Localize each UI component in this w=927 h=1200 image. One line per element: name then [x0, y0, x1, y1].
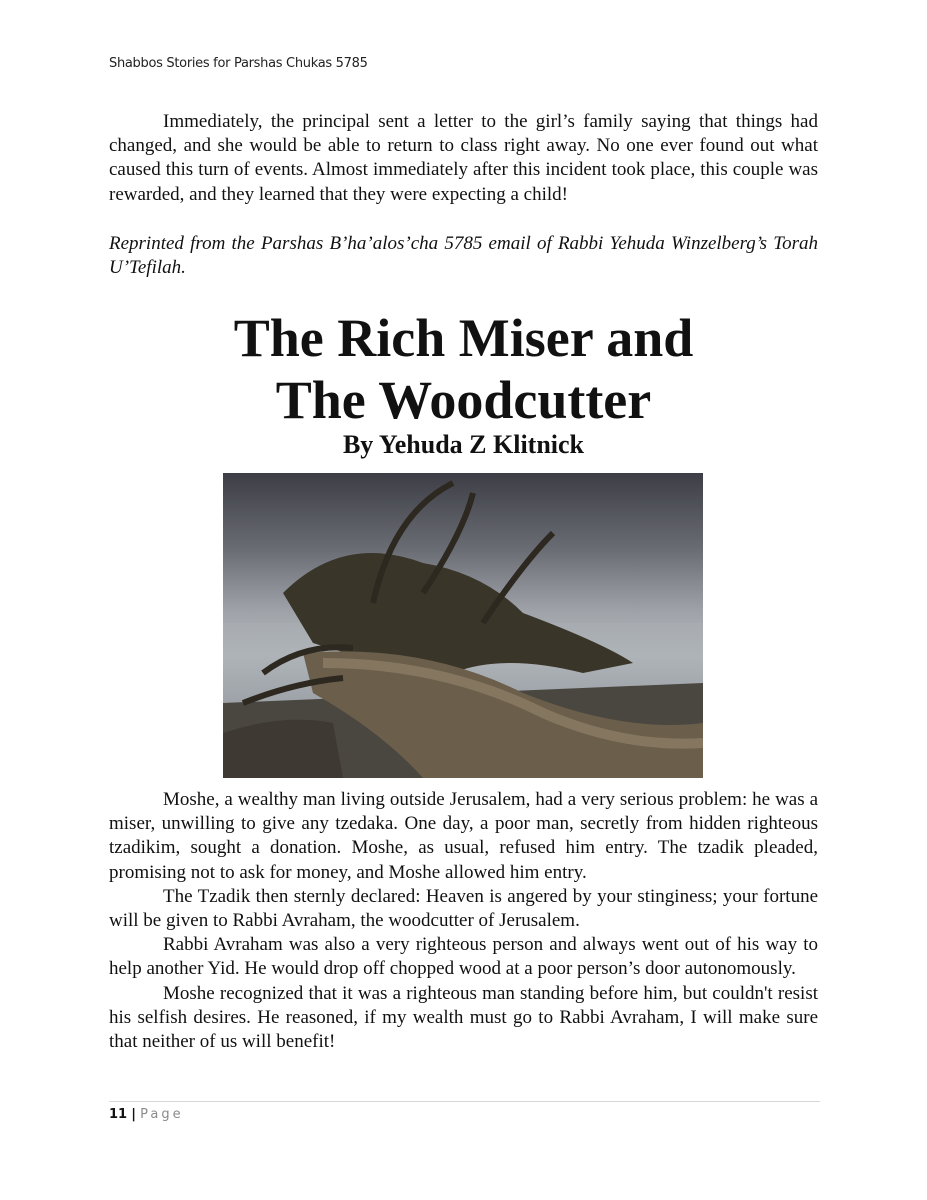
paragraph: Moshe recognized that it was a righteous man standing before him, but couldn't resist his selfish desires. He reasoned, if my wealth must go to Rabbi Avraham, I will make sure that neither of us will benefit!	[109, 982, 818, 1053]
reprint-credit	[109, 232, 818, 280]
paragraph: The Tzadik then sternly declared: Heaven is angered by your stinginess; your fortune will be given to Rabbi Avraham, the woodcutter of Jerusalem.	[109, 885, 818, 932]
page-footer	[109, 1107, 184, 1122]
page-label: Page	[140, 1107, 184, 1122]
paragraph: Immediately, the principal sent a letter to the girl’s family saying that things had changed, and she would be able to return to class right away. No one ever found out what caused this turn of events. Almost immediately after this incident took place, this couple was rewarded, and they learned that they were expecting a child!	[109, 111, 818, 205]
article-body	[109, 788, 818, 1054]
article-byline: By Yehuda Z Klitnick	[342, 430, 585, 459]
title-line-1: The Rich Miser and	[233, 308, 694, 368]
article-title	[0, 307, 927, 431]
paragraph: Moshe, a wealthy man living outside Jerusalem, had a very serious problem: he was a miser, unwilling to give any tzedaka. One day, a poor man, secretly from hidden righteous tzadikim, sought a donation. Moshe, as usual, refused him entry. The tzadik pleaded, promising not to ask for money, and Moshe allowed him entry.	[109, 789, 818, 883]
uprooted-tree-illustration	[223, 473, 703, 778]
paragraph: Rabbi Avraham was also a very righteous person and always went out of his way to help another Yid. He would drop off chopped wood at a poor person’s door autonomously.	[109, 934, 818, 980]
footer-separator: |	[131, 1107, 136, 1122]
credit-text: Reprinted from the Parshas B’ha’alos’cha 5785 email of Rabbi Yehuda Winzelberg’s Torah U’Tefilah.	[109, 233, 818, 279]
page-number: 11	[109, 1107, 128, 1122]
previous-story-paragraph	[109, 110, 818, 207]
article-photo	[223, 473, 703, 778]
running-header: Shabbos Stories for Parshas Chukas 5785	[109, 56, 368, 71]
title-line-2: The Woodcutter	[275, 370, 652, 430]
footer-divider	[109, 1101, 820, 1102]
